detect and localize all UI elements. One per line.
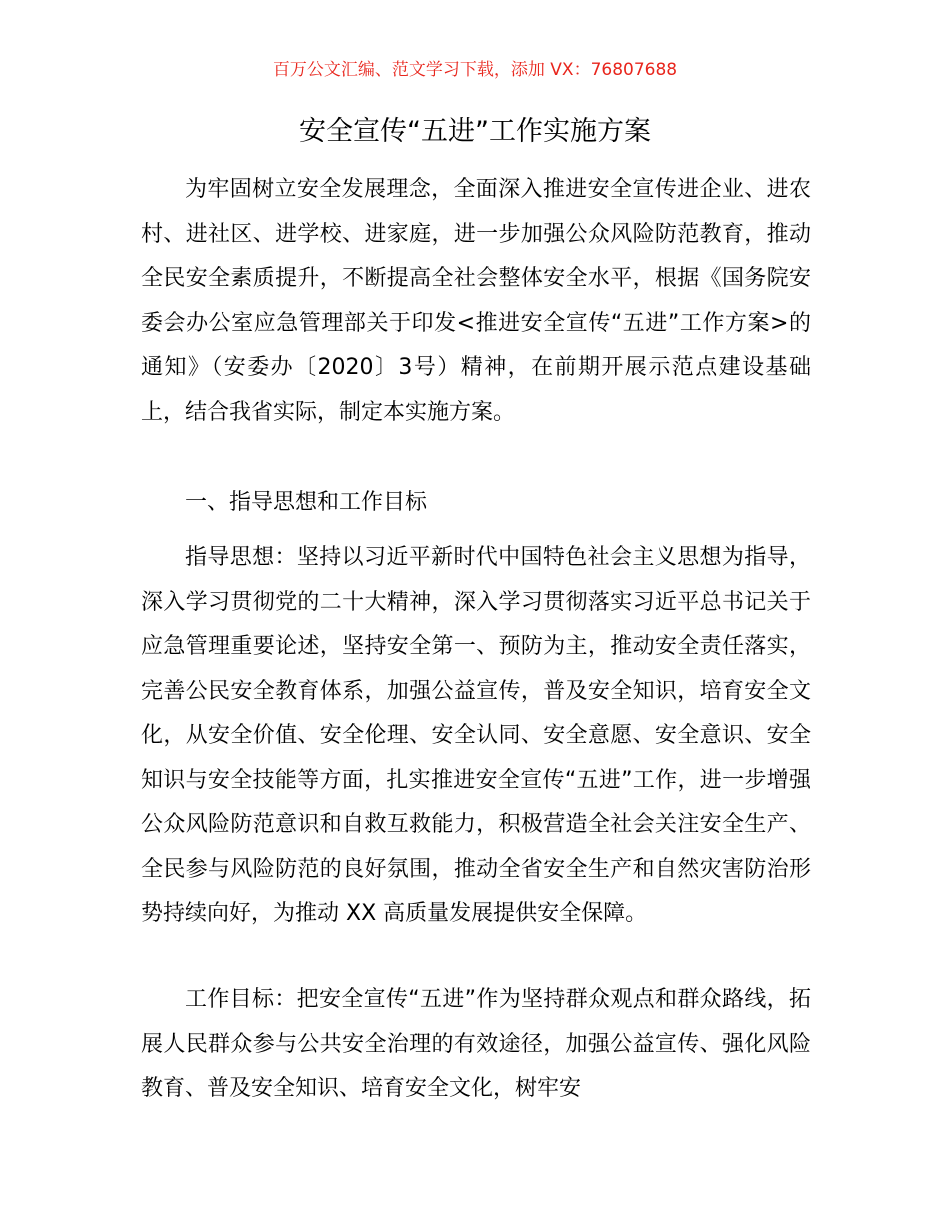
- page-title: 安全宣传“五进”工作实施方案: [299, 116, 651, 147]
- header-contact-note: 百万公文汇编、范文学习下载，添加 VX：76807688: [272, 60, 678, 80]
- paragraph-intro: 为牢固树立安全发展理念，全面深入推进安全宣传进企业、进农村、进社区、进学校、进家庭，进一步加强公众风险防范教育，推动全民安全素质提升，不断提高全社会整体安全水平，根据《国务院安委会办公室应急管理部关于印发<推进安全宣传“五进”工作方案>的通知》（安委办〔2020〕3号）精神，在前期开展示范点建设基础上，结合我省实际，制定本实施方案。: [141, 177, 811, 425]
- paragraph-work-goal: 工作目标：把安全宣传“五进”作为坚持群众观点和群众路线，拓展人民群众参与公共安全治理的有效途径，加强公益宣传、强化风险教育、普及安全知识、培育安全文化，树牢安: [141, 987, 811, 1101]
- paragraph-guiding-ideology: 指导思想：坚持以习近平新时代中国特色社会主义思想为指导，深入学习贯彻党的二十大精神，深入学习贯彻落实习近平总书记关于应急管理重要论述，坚持安全第一、预防为主，推动安全责任落实，完善公民安全教育体系，加强公益宣传，普及安全知识，培育安全文化，从安全价值、安全伦理、安全认同、安全意愿、安全意识、安全知识与安全技能等方面，扎实推进安全宣传“五进”工作，进一步增强公众风险防范意识和自救互救能力，积极营造全社会关注安全生产、全民参与风险防范的良好氛围，推动全省安全生产和自然灾害防治形势持续向好，为推动 XX 高质量发展提供安全保障。: [141, 545, 811, 926]
- section-heading-1: 一、指导思想和工作目标: [185, 490, 428, 515]
